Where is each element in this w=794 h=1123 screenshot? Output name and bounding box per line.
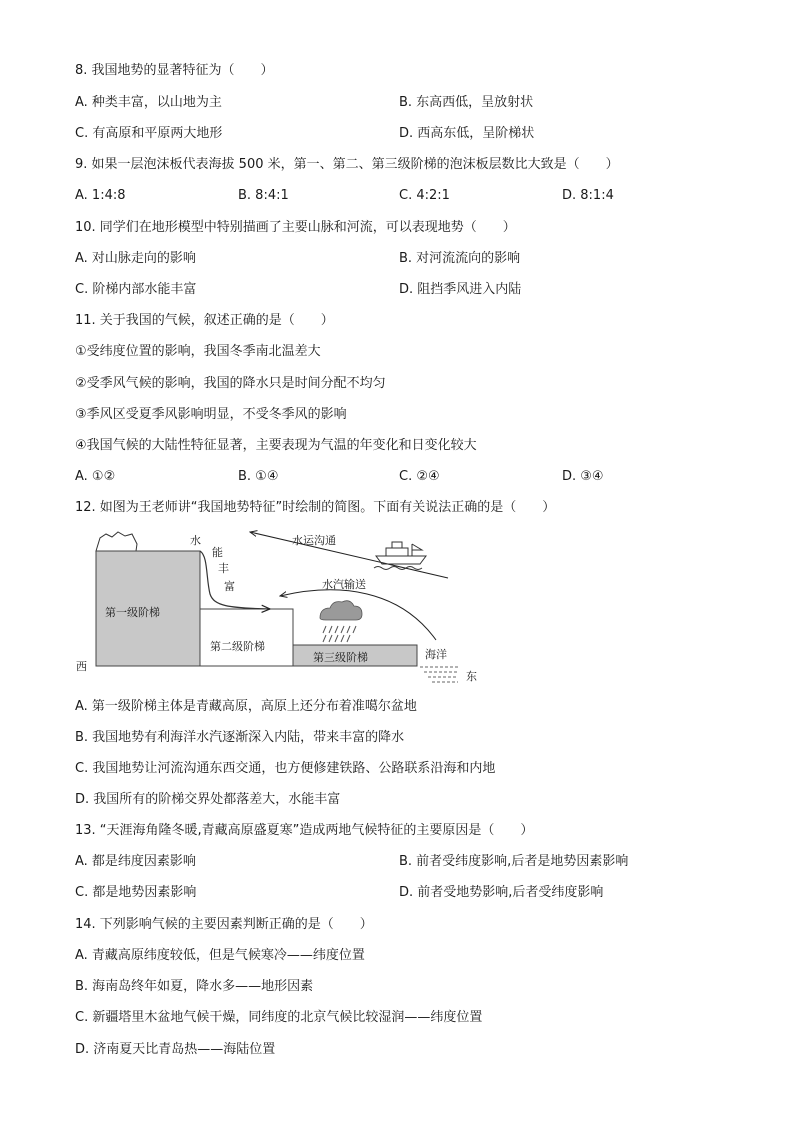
q13-option-a: A. 都是纬度因素影响 <box>75 854 196 869</box>
mountain-peak <box>96 532 137 551</box>
q9-stem: 9. 如果一层泡沫板代表海拔 500 米，第一、第二、第三级阶梯的泡沫板层数比大致是（ ） <box>75 157 619 172</box>
hydro-label-1: 水 <box>190 534 201 547</box>
q11-option-c: C. ②④ <box>399 469 440 484</box>
q12-option-c: C. 我国地势让河流沟通东西交通，也方便修建铁路、公路联系沿海和内地 <box>75 761 496 776</box>
q12-option-b: B. 我国地势有利海洋水汽逐渐深入内陆，带来丰富的降水 <box>75 730 405 745</box>
q10-option-c: C. 阶梯内部水能丰富 <box>75 282 197 297</box>
q11-stem: 11. 关于我国的气候，叙述正确的是（ ） <box>75 313 334 328</box>
q11-statement-4: ④我国气候的大陆性特征显著，主要表现为气温的年变化和日变化较大 <box>75 438 477 453</box>
west-label: 西 <box>76 660 87 673</box>
q12-option-a: A. 第一级阶梯主体是青藏高原，高原上还分布着准噶尔盆地 <box>75 699 417 714</box>
q14-option-d: D. 济南夏天比青岛热——海陆位置 <box>75 1042 276 1057</box>
hydro-label-4: 富 <box>224 580 235 593</box>
ocean-label: 海洋 <box>425 648 447 661</box>
q14-option-c: C. 新疆塔里木盆地气候干燥，同纬度的北京气候比较湿润——纬度位置 <box>75 1010 483 1025</box>
q13-stem: 13. “天涯海角隆冬暖,青藏高原盛夏寒”造成两地气候特征的主要原因是（ ） <box>75 823 534 838</box>
q13-option-d: D. 前者受地势影响,后者受纬度影响 <box>399 885 604 900</box>
q9-option-b: B. 8:4:1 <box>238 188 289 203</box>
q14-option-b: B. 海南岛终年如夏，降水多——地形因素 <box>75 979 314 994</box>
river-line <box>200 551 270 609</box>
east-label: 东 <box>466 670 477 683</box>
step2-label: 第二级阶梯 <box>210 640 265 653</box>
q10-stem: 10. 同学们在地形模型中特别描画了主要山脉和河流，可以表现地势（ ） <box>75 220 516 235</box>
water-transport-label: 水运沟通 <box>292 534 336 547</box>
q11-statement-2: ②受季风气候的影响，我国的降水只是时间分配不均匀 <box>75 376 386 391</box>
ship-icon <box>374 542 426 570</box>
q8-option-c: C. 有高原和平原两大地形 <box>75 126 223 141</box>
q8-option-a: A. 种类丰富，以山地为主 <box>75 95 222 110</box>
q11-statement-3: ③季风区受夏季风影响明显，不受冬季风的影响 <box>75 407 347 422</box>
q9-option-a: A. 1:4:8 <box>75 188 126 203</box>
terrain-step-diagram <box>70 520 490 690</box>
q11-statement-1: ①受纬度位置的影响，我国冬季南北温差大 <box>75 344 321 359</box>
q9-option-c: C. 4:2:1 <box>399 188 450 203</box>
q11-option-d: D. ③④ <box>562 469 604 484</box>
q14-stem: 14. 下列影响气候的主要因素判断正确的是（ ） <box>75 917 373 932</box>
step2-block <box>200 609 293 666</box>
q11-option-a: A. ①② <box>75 469 116 484</box>
q12-stem: 12. 如图为王老师讲“我国地势特征”时绘制的简图。下面有关说法正确的是（ ） <box>75 500 556 515</box>
water-transport-arrow <box>250 532 448 578</box>
q8-stem: 8. 我国地势的显著特征为（ ） <box>75 63 274 78</box>
q13-option-c: C. 都是地势因素影响 <box>75 885 197 900</box>
hydro-label-2: 能 <box>212 546 223 559</box>
step1-label: 第一级阶梯 <box>105 606 160 619</box>
q14-option-a: A. 青藏高原纬度较低，但是气候寒冷——纬度位置 <box>75 948 365 963</box>
rain-cloud-icon <box>320 601 362 642</box>
ocean-waves <box>420 667 458 682</box>
vapor-transport-label: 水汽输送 <box>322 578 366 591</box>
q8-option-b: B. 东高西低，呈放射状 <box>399 95 534 110</box>
hydro-label-3: 丰 <box>218 562 229 575</box>
q10-option-a: A. 对山脉走向的影响 <box>75 251 196 266</box>
q10-option-d: D. 阻挡季风进入内陆 <box>399 282 522 297</box>
q11-option-b: B. ①④ <box>238 469 279 484</box>
q13-option-b: B. 前者受纬度影响,后者是地势因素影响 <box>399 854 629 869</box>
step3-label: 第三级阶梯 <box>313 651 368 664</box>
q10-option-b: B. 对河流流向的影响 <box>399 251 521 266</box>
q8-option-d: D. 西高东低，呈阶梯状 <box>399 126 535 141</box>
q9-option-d: D. 8:1:4 <box>562 188 614 203</box>
q12-option-d: D. 我国所有的阶梯交界处都落差大，水能丰富 <box>75 792 341 807</box>
